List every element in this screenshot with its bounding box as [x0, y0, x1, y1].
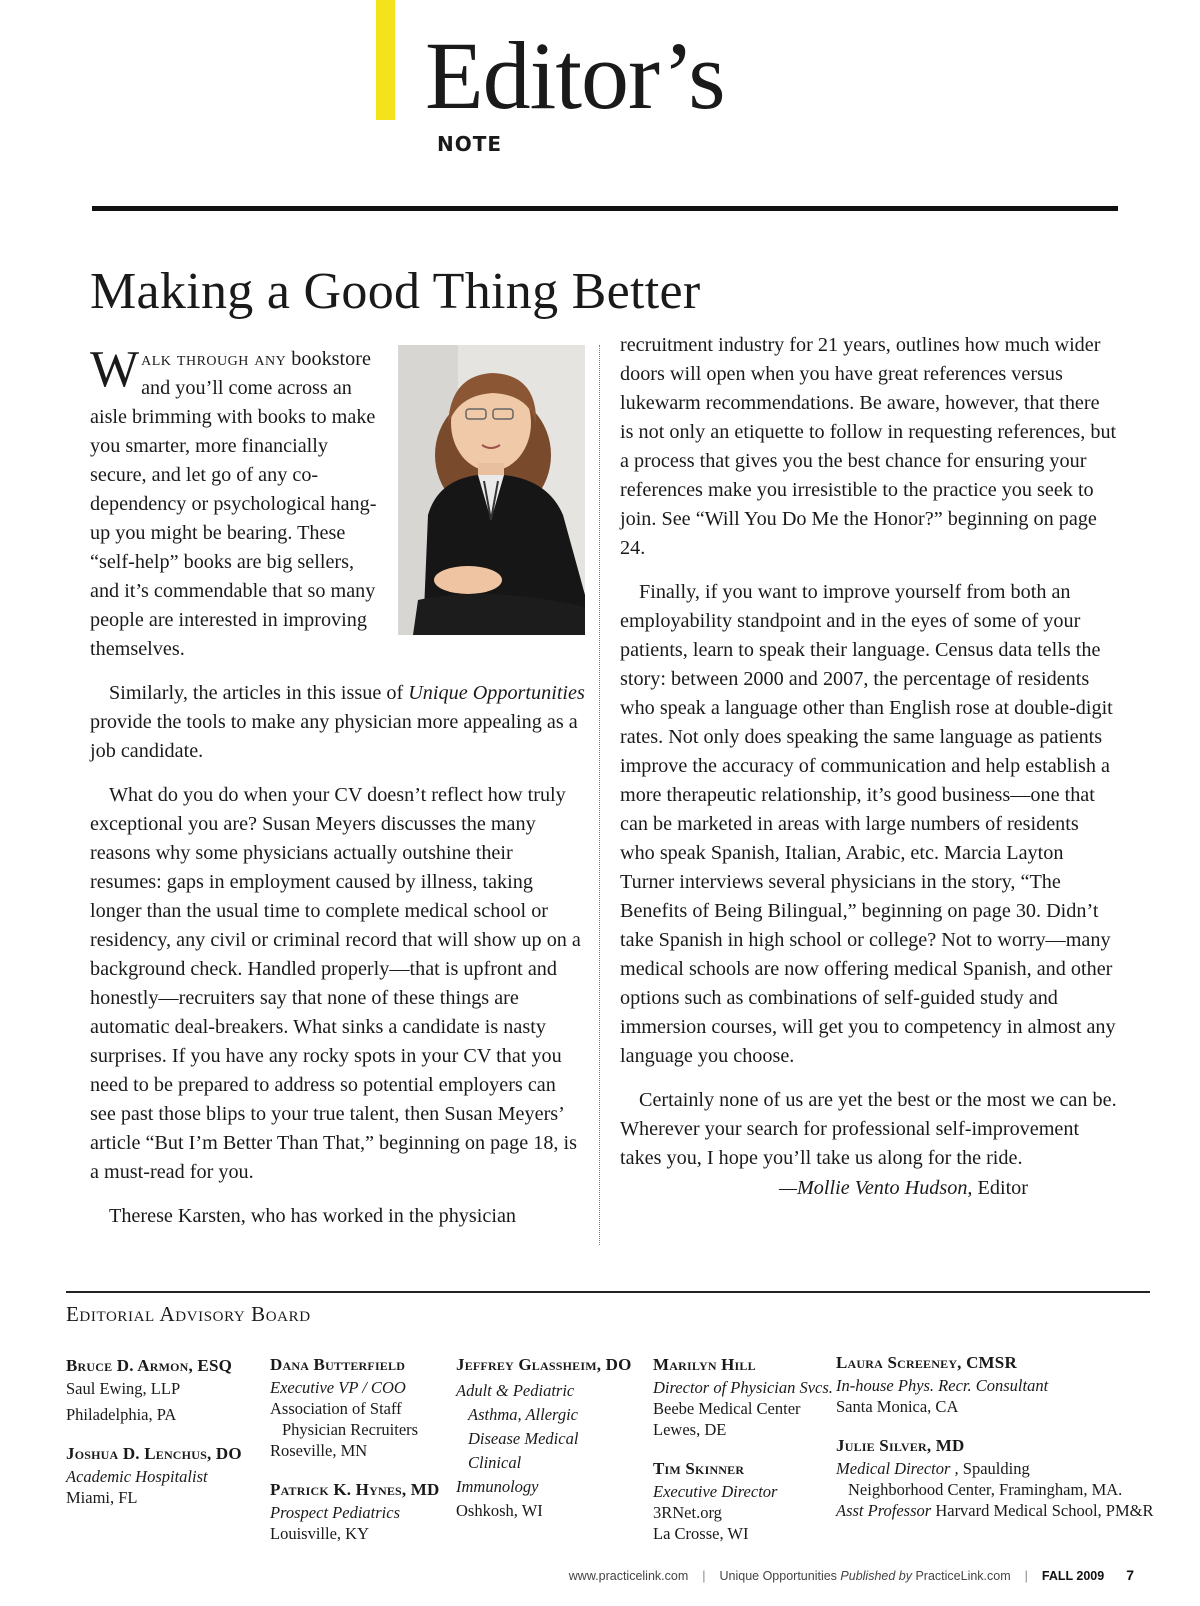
member-org: Beebe Medical Center: [653, 1399, 801, 1418]
member-org: Saul Ewing, LLP: [66, 1379, 181, 1398]
editor-signature: [620, 1174, 1118, 1203]
column-divider: [599, 345, 600, 1245]
paragraph-2: [90, 679, 585, 766]
board-rule: [66, 1291, 1150, 1293]
paragraph-5: recruitment industry for 21 years, outlines how much wider doors will open when you have great references versus lukewarm recommendations. Be aware, however, that there is not only an etiquette to follow in requesting references, but a process that gives you the best chance for ensuring your references make you irresistible to the practice you seek to join. See “Will You Do Me the Honor?” beginning on page 24.: [620, 334, 1117, 559]
member-location: Miami, FL: [66, 1488, 138, 1507]
paragraph-1-body: bookstore and you’ll come across an aisle brimming with books to make you smarter, more financially secure, and let go of any co-dependency or psychological hang-up you might be bearing. These “self-help” books are big sellers, and it’s commendable that so many people are interested in improving themselves.: [90, 348, 377, 660]
member-name: Laura Screeney, CMSR: [836, 1353, 1017, 1372]
member-role: Disease Medical: [468, 1429, 579, 1448]
member-location: Lewes, DE: [653, 1420, 727, 1439]
top-rule: [92, 206, 1118, 211]
board-column-1: [66, 1355, 256, 1526]
member-role: Asthma, Allergic: [468, 1405, 578, 1424]
member-role: Executive VP / COO: [270, 1378, 406, 1397]
accent-bar: [376, 0, 395, 120]
magazine-name: Unique Opportunities: [408, 682, 585, 704]
page-footer: [569, 1567, 1134, 1583]
member-name: Dana Butterfield: [270, 1355, 406, 1374]
member-role: Medical Director ,: [836, 1459, 959, 1478]
masthead-subtitle: NOTE: [437, 132, 503, 156]
editor-portrait-photo: [398, 345, 585, 635]
member-name: Patrick K. Hynes, MD: [270, 1480, 440, 1499]
board-member: [270, 1479, 450, 1544]
member-org: 3RNet.org: [653, 1503, 722, 1522]
paragraph-7: Certainly none of us are yet the best or the most we can be. Wherever your search for professional self-improvement takes you, I hope you’ll take us along for the ride.: [620, 1089, 1117, 1169]
board-member: [270, 1354, 450, 1461]
member-org: Physician Recruiters: [282, 1420, 419, 1439]
article-right-column: [620, 331, 1118, 1203]
member-name: Joshua D. Lenchus, DO: [66, 1444, 242, 1463]
member-org: Harvard Medical School, PM&R: [931, 1501, 1154, 1520]
signature-name: —Mollie Vento Hudson,: [779, 1177, 973, 1199]
footer-pub-by: Published by: [840, 1569, 912, 1583]
member-org: Neighborhood Center, Framingham, MA.: [848, 1480, 1123, 1499]
member-role: Clinical: [468, 1453, 522, 1472]
member-name: Jeffrey Glassheim, DO: [456, 1355, 632, 1374]
board-member: [836, 1352, 1156, 1417]
member-name: Julie Silver, MD: [836, 1436, 965, 1455]
member-location: Philadelphia, PA: [66, 1405, 177, 1424]
member-role: Executive Director: [653, 1482, 778, 1501]
member-location: La Crosse, WI: [653, 1524, 749, 1543]
member-role: Director of Physician Svcs.: [653, 1378, 833, 1397]
member-location: Santa Monica, CA: [836, 1397, 959, 1416]
page-number: 7: [1126, 1567, 1134, 1583]
paragraph-4: Therese Karsten, who has worked in the physician: [109, 1205, 516, 1227]
board-member: [836, 1435, 1156, 1521]
member-role: Asst Professor: [836, 1501, 932, 1520]
member-role: In-house Phys. Recr. Consultant: [836, 1376, 1049, 1395]
board-title: Editorial Advisory Board: [66, 1302, 311, 1326]
footer-website: www.practicelink.com: [568, 1569, 689, 1583]
board-column-4: [653, 1354, 833, 1562]
board-member: [66, 1355, 256, 1425]
footer-publication: [720, 1569, 1011, 1583]
board-column-5: [836, 1352, 1156, 1539]
member-org: Association of Staff: [270, 1399, 402, 1418]
paragraph-3: What do you do when your CV doesn’t reflect how truly exceptional you are? Susan Meyers discusses the many reasons why some physicians actually outshine their resumes: gaps in employment caused by illness, taking longer than the usual time to complete medical school or residency, any civil or criminal record that will show up on a background check. Handled properly—that is upfront and honestly—recruiters say that none of these things are automatic deal-breakers. What sinks a candidate is nasty surprises. If you have any rocky spots in your CV that you need to be prepared to address so potential employers can see past those blips to your true talent, then Susan Meyers’ article “But I’m Better Than That,” beginning on page 18, is a must-read for you.: [90, 784, 581, 1183]
masthead-title: Editor’s: [425, 22, 725, 129]
member-name: Bruce D. Armon, ESQ: [66, 1356, 233, 1375]
member-location: Roseville, MN: [270, 1441, 368, 1460]
footer-pub-name: Unique Opportunities: [719, 1569, 841, 1583]
board-member: [653, 1354, 833, 1440]
footer-separator: |: [702, 1569, 706, 1583]
footer-publisher: PracticeLink.com: [911, 1569, 1011, 1583]
member-name: Marilyn Hill: [653, 1355, 756, 1374]
paragraph-2-text-b: provide the tools to make any physician more appealing as a job candidate.: [90, 711, 578, 762]
footer-issue: FALL 2009: [1041, 1569, 1105, 1583]
board-member: [66, 1443, 256, 1508]
lead-in: alk through any: [141, 348, 287, 370]
paragraph-6: Finally, if you want to improve yourself from both an employability standpoint and in the eyes of some of your patients, learn to speak their language. Census data tells the story: between 2000 and 2007, the percentage of residents who speak a language other than English rose at double-digit rates. Not only does speaking the same language as patients improve the accuracy of communication and help establish a more therapeutic relationship, it’s good business—one that can be marketed in areas with large numbers of residents who speak Spanish, Italian, Arabic, etc. Marcia Layton Turner interviews several physicians in the story, “The Benefits of Being Bilingual,” beginning on page 30. Didn’t take Spanish in high school or college? Not to worry—many medical schools are now offering medical Spanish, and other options such as combinations of self-guided study and immersion courses, will get you to competency in almost any language you choose.: [620, 581, 1116, 1067]
board-column-2: [270, 1354, 450, 1562]
footer-separator: |: [1024, 1569, 1028, 1583]
board-member: [653, 1458, 833, 1544]
article-left-column: [90, 341, 585, 1246]
article-headline: Making a Good Thing Better: [90, 263, 701, 320]
member-location: Oshkosh, WI: [456, 1501, 543, 1520]
member-location: Louisville, KY: [270, 1524, 369, 1543]
member-role: Prospect Pediatrics: [270, 1503, 400, 1522]
member-role: Academic Hospitalist: [66, 1467, 208, 1486]
member-role: Adult & Pediatric: [456, 1381, 575, 1400]
signature-title: Editor: [972, 1177, 1028, 1199]
member-name: Tim Skinner: [653, 1459, 745, 1478]
board-member: [456, 1353, 636, 1523]
drop-cap: W: [90, 341, 140, 398]
member-role: Immunology: [456, 1477, 539, 1496]
member-org: Spaulding: [958, 1459, 1030, 1478]
board-column-3: [456, 1353, 636, 1541]
paragraph-2-text-a: Similarly, the articles in this issue of: [109, 682, 409, 704]
